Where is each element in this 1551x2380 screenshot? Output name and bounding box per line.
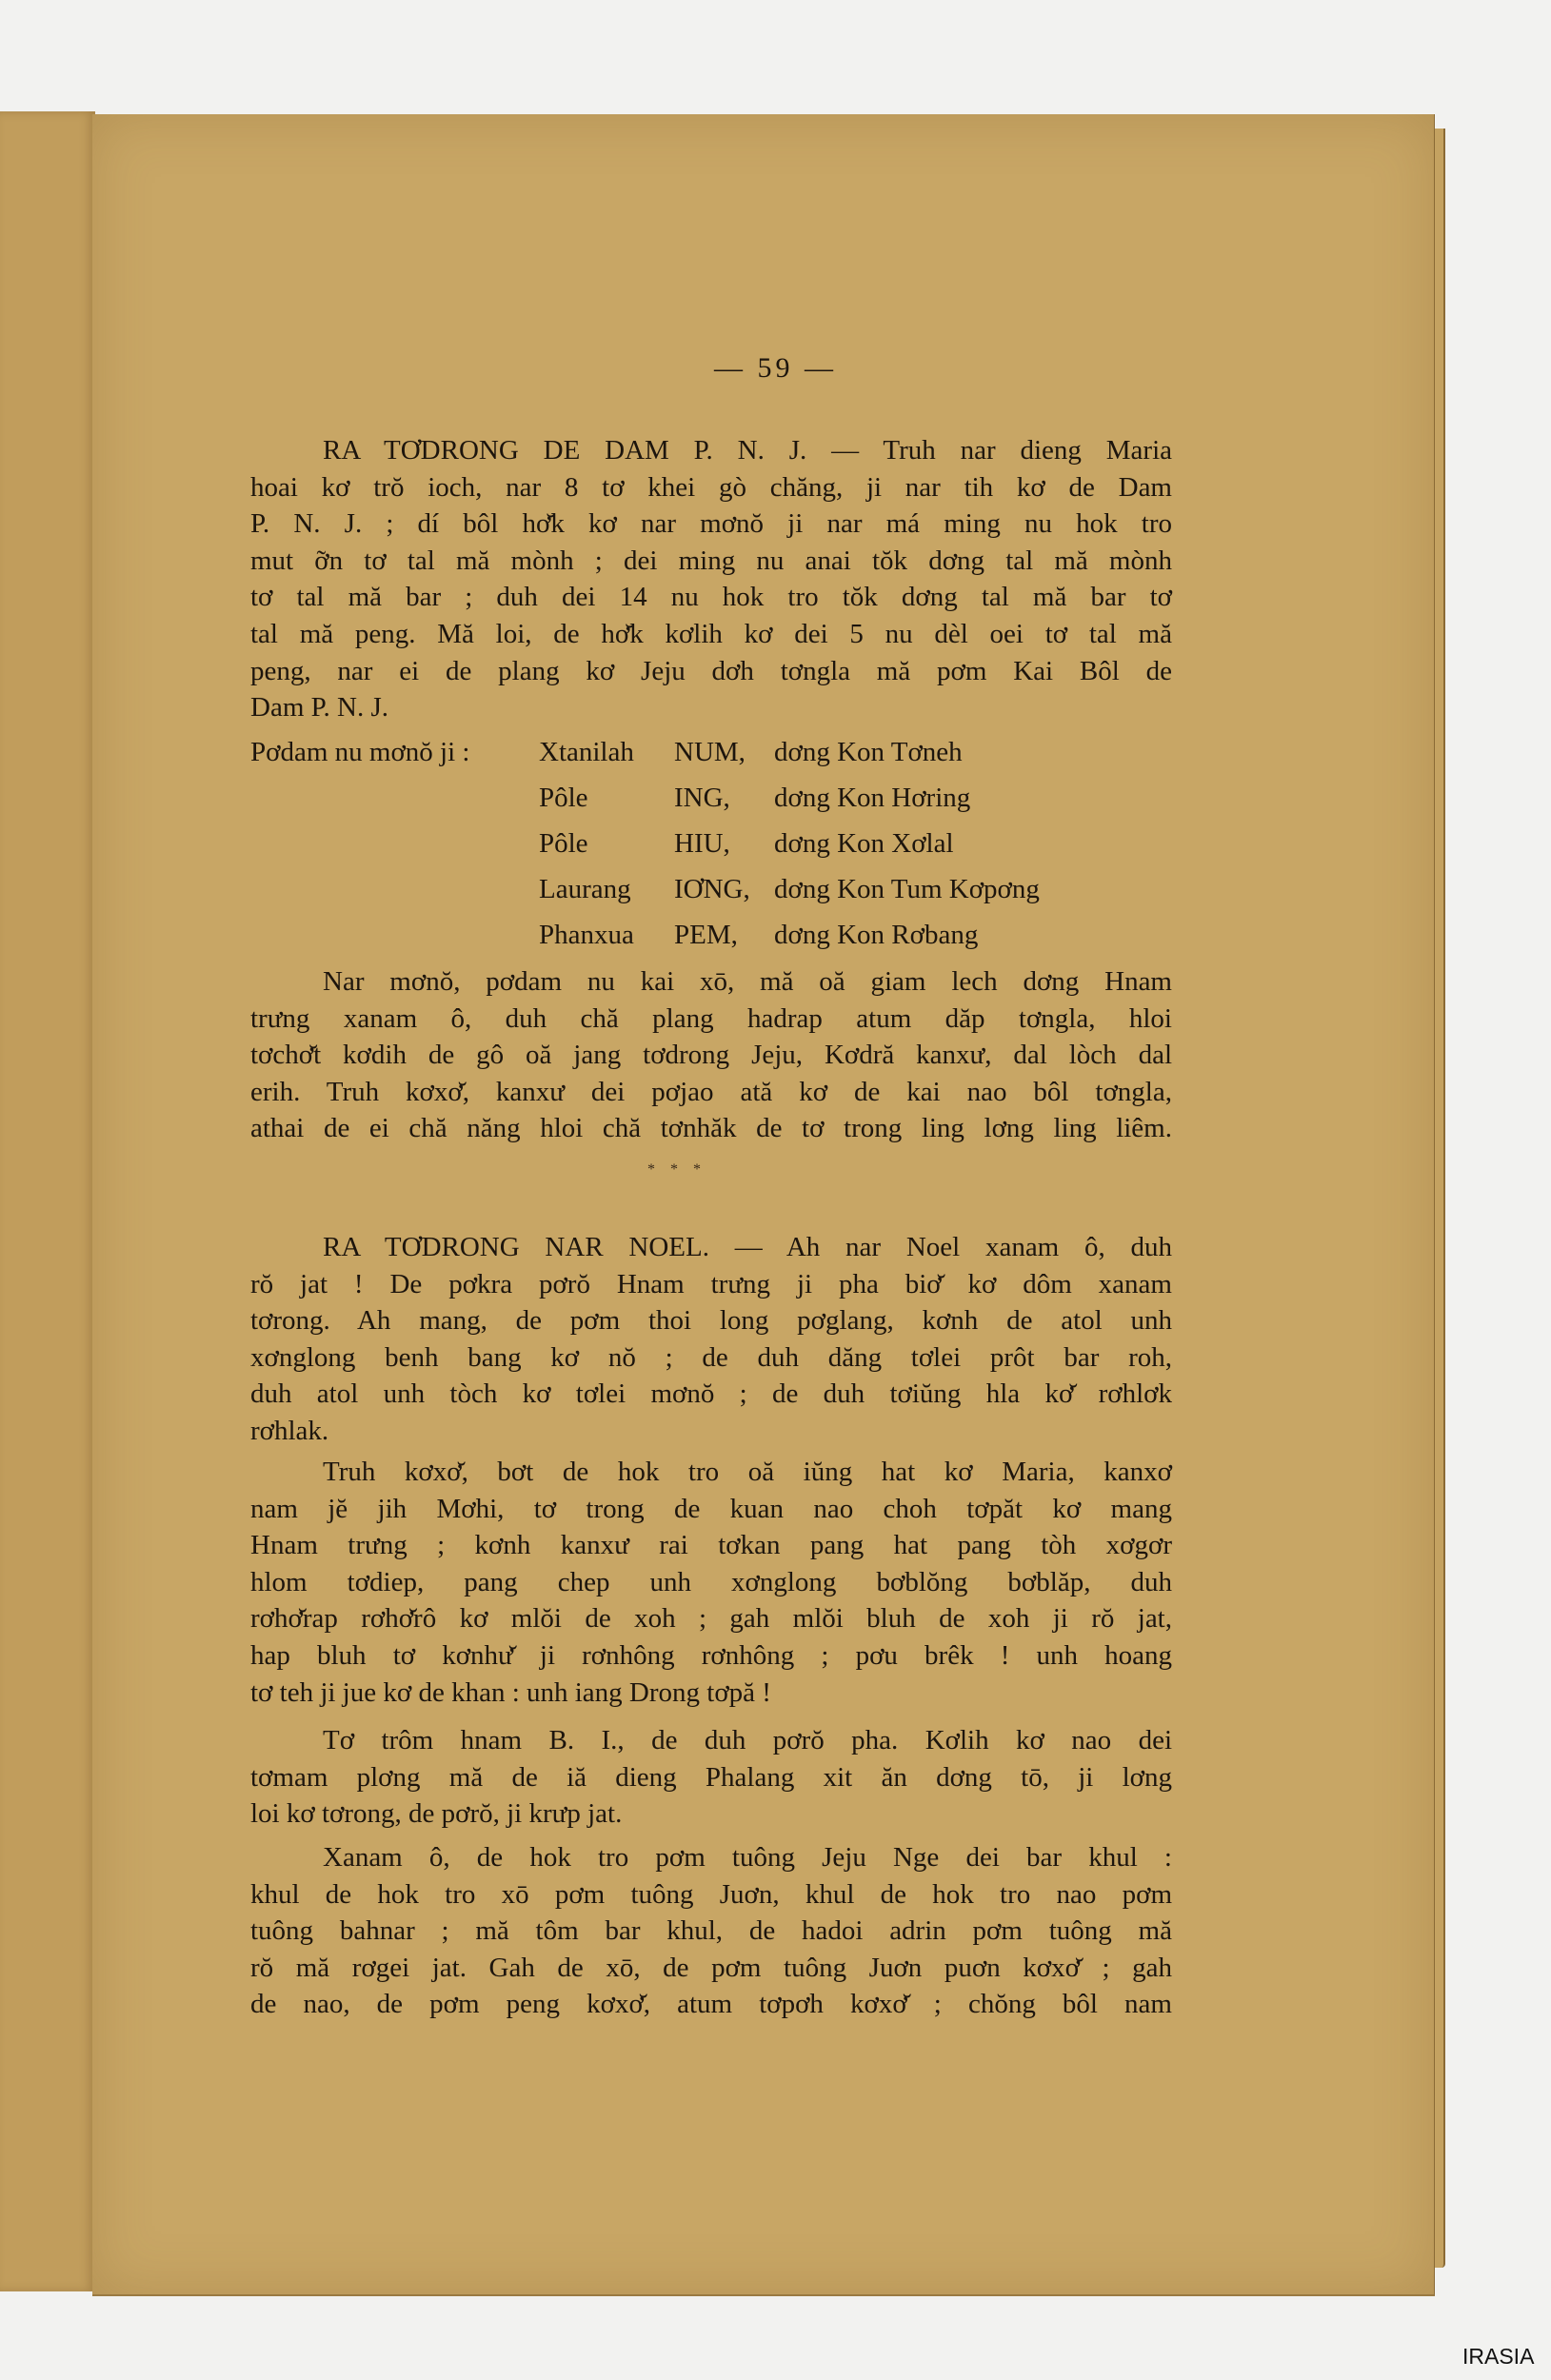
text-line: nam jĕ jih Mơhi, tơ trong de kuan nao choh tơpăt kơ mang — [250, 1493, 1172, 1524]
text-line: trưng xanam ô, duh chă plang hadrap atum dăp tơngla, hloi — [250, 1002, 1172, 1034]
text-line: tơrong. Ah mang, de pơm thoi long pơglang, kơnh de atol unh — [250, 1305, 1172, 1337]
text-line: athai de ei chă năng hloi chă tơnhăk de tơ trong ling lơng ling liêm. — [250, 1113, 1172, 1144]
text-line: duh atol unh tòch kơ tơlei mơnŏ ; de duh tơiŭng hla kơ̆ rơhlơk — [250, 1378, 1172, 1410]
list-row — [250, 729, 1172, 775]
first-name: Pôle — [539, 828, 588, 859]
text-line: tal mă peng. Mă loi, de hơ̆k kơlih kơ dei 5 nu dèl oei tơ tal mă — [250, 618, 1172, 649]
text-line: tơ teh ji jue kơ de khan : unh iang Drong tơpă ! — [250, 1676, 771, 1708]
first-name: Pôle — [539, 783, 588, 813]
list-row — [250, 912, 1172, 958]
text-line: Dam P. N. J. — [250, 692, 389, 724]
last-name: ING, — [674, 783, 730, 813]
text-line: tơ tal mă bar ; duh dei 14 nu hok tro tŏk dơng tal mă bar tơ — [250, 582, 1172, 613]
text-line: Xanam ô, de hok tro pơm tuông Jeju Nge dei bar khul : — [323, 1842, 1172, 1873]
last-name: NUM, — [674, 737, 746, 767]
paragraph-after-communion — [250, 963, 1172, 1147]
text-line: rơhlak. — [250, 1415, 329, 1446]
list-row — [250, 775, 1172, 821]
watermark: IRASIA — [1462, 2344, 1535, 2369]
text-line: erih. Truh kơxơ̆, kanxư dei pơjao ată kơ de kai nao bôl tơngla, — [250, 1076, 1172, 1107]
text-line: rơhơ̆rap rơhơ̆rô kơ mlŏi de xoh ; gah mlŏi bluh de xoh ji rŏ jat, — [250, 1603, 1172, 1635]
previous-page-edge — [0, 111, 95, 2291]
text-line: hlom tơdiep, pang chep unh xơnglong bơblŏng bơblăp, duh — [250, 1566, 1172, 1597]
section-separator: * * * — [647, 1161, 706, 1178]
village: dơng Kon Tum Kơpơng — [774, 874, 1040, 904]
paragraph-nativity-play — [250, 1839, 1172, 2023]
text-line: hoai kơ trŏ ioch, nar 8 tơ khei gò chăng, ji nar tih kơ de Dam — [250, 471, 1172, 503]
text-line: RA TƠDRONG DE DAM P. N. J. — Truh nar dieng Maria — [323, 435, 1172, 466]
last-name: HIU, — [674, 828, 730, 859]
text-line: xơnglong benh bang kơ nŏ ; de duh dăng tơlei prôt bar roh, — [250, 1341, 1172, 1373]
text-line: de nao, de pơm peng kơxơ̆, atum tơpơh kơxơ̆ ; chŏng bôl nam — [250, 1989, 1172, 2020]
communicant-list — [250, 729, 1172, 958]
text-line: rŏ jat ! De pơkra pơrŏ Hnam trưng ji pha biơ̆ kơ dôm xanam — [250, 1268, 1172, 1299]
text-line: peng, nar ei de plang kơ Jeju dơh tơngla mă pơm Kai Bôl de — [250, 655, 1172, 686]
village: dơng Kon Hơring — [774, 783, 971, 813]
village: dơng Kon Xơlal — [774, 828, 954, 859]
list-intro: Pơdam nu mơnŏ ji : — [250, 737, 470, 767]
list-row — [250, 821, 1172, 866]
list-row — [250, 866, 1172, 912]
text-line: tơmam plơng mă de iă dieng Phalang xit ăn dơng tō, ji lơng — [250, 1761, 1172, 1793]
text-line: P. N. J. ; dí bôl hơ̆k kơ nar mơnŏ ji nar má ming nu hok tro — [250, 508, 1172, 540]
page-number: — 59 — — [714, 352, 837, 384]
text-line: tơchơ̆t kơdih de gô oă jang tơdrong Jeju, Kơdră kanxư, dal lòch dal — [250, 1040, 1172, 1071]
first-name: Laurang — [539, 874, 631, 904]
text-line: rŏ mă rơgei jat. Gah de xō, de pơm tuông Juơn puơn kơxơ̆ ; gah — [250, 1952, 1172, 1983]
text-line: Tơ trôm hnam B. I., de duh pơrŏ pha. Kơlih kơ nao dei — [323, 1725, 1172, 1755]
paragraph-first-communion — [250, 432, 1172, 726]
paragraph-house-decoration — [250, 1722, 1172, 1833]
text-line: hap bluh tơ kơnhư̆ ji rơnhông rơnhông ; pơu brêk ! unh hoang — [250, 1639, 1172, 1671]
text-line: mut ỡn tơ tal mă mònh ; dei ming nu anai tŏk dơng tal mă mònh — [250, 545, 1172, 576]
first-name: Xtanilah — [539, 737, 634, 767]
paragraph-christmas — [250, 1229, 1172, 1450]
text-line: RA TƠDRONG NAR NOEL. — Ah nar Noel xanam ô, duh — [323, 1232, 1172, 1262]
text-line: loi kơ tơrong, de pơrŏ, ji krưp jat. — [250, 1798, 623, 1830]
text-line: Hnam trưng ; kơnh kanxư rai tơkan pang hat pang tòh xơgơr — [250, 1530, 1172, 1561]
text-line: Truh kơxơ̆, bơt de hok tro oă iŭng hat kơ Maria, kanxơ — [323, 1457, 1172, 1487]
text-line: khul de hok tro xō pơm tuông Juơn, khul de hok tro nao pơm — [250, 1878, 1172, 1910]
last-name: PEM, — [674, 920, 738, 950]
text-line: Nar mơnŏ, pơdam nu kai xō, mă oă giam lech dơng Hnam — [323, 966, 1172, 997]
last-name: IƠNG, — [674, 874, 750, 904]
village: dơng Kon Rơbang — [774, 920, 979, 950]
first-name: Phanxua — [539, 920, 634, 950]
text-line: tuông bahnar ; mă tôm bar khul, de hadoi adrin pơm tuông mă — [250, 1915, 1172, 1947]
paragraph-christmas-night — [250, 1454, 1172, 1711]
village: dơng Kon Tơneh — [774, 737, 963, 767]
